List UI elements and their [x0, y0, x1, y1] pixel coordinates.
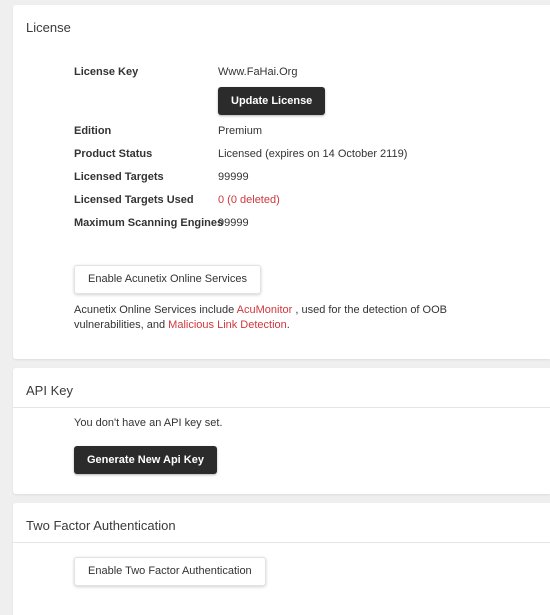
- enable-two-factor-button[interactable]: Enable Two Factor Authentication: [74, 557, 266, 586]
- license-key-value: Www.FaHai.Org: [218, 66, 298, 78]
- licensed-targets-used-value: 0 (0 deleted): [218, 194, 280, 206]
- edition-label: Edition: [74, 125, 112, 137]
- update-license-button[interactable]: Update License: [218, 87, 325, 115]
- generate-api-key-button[interactable]: Generate New Api Key: [74, 446, 217, 474]
- licensed-targets-used-label: Licensed Targets Used: [74, 194, 194, 206]
- max-scanning-engines-label: Maximum Scanning Engines: [74, 217, 224, 229]
- two-factor-card-title: Two Factor Authentication: [26, 518, 176, 533]
- license-card: [13, 5, 550, 359]
- api-key-card-title: API Key: [26, 383, 73, 398]
- api-key-message: You don't have an API key set.: [74, 417, 223, 429]
- acumonitor-link[interactable]: AcuMonitor: [236, 304, 293, 316]
- description-text-3: .: [286, 319, 290, 331]
- description-text-1: Acunetix Online Services include: [74, 304, 237, 316]
- api-key-divider: [13, 407, 550, 408]
- licensed-targets-label: Licensed Targets: [74, 171, 164, 183]
- two-factor-card: [13, 503, 550, 615]
- description-text-2: , used for the detection of OOB vulnerabilities, and: [74, 304, 447, 331]
- enable-online-services-button[interactable]: Enable Acunetix Online Services: [74, 265, 261, 294]
- licensed-targets-value: 99999: [218, 171, 249, 183]
- license-key-label: License Key: [74, 66, 139, 78]
- two-factor-divider: [13, 542, 550, 543]
- max-scanning-engines-value: 99999: [218, 217, 249, 229]
- api-key-card: [13, 368, 550, 494]
- product-status-label: Product Status: [74, 148, 153, 160]
- malicious-link-detection-link[interactable]: Malicious Link Detection: [168, 319, 287, 331]
- product-status-value: Licensed (expires on 14 October 2119): [218, 148, 408, 160]
- online-services-description: [74, 303, 504, 333]
- license-card-title: License: [26, 20, 71, 35]
- edition-value: Premium: [218, 125, 263, 137]
